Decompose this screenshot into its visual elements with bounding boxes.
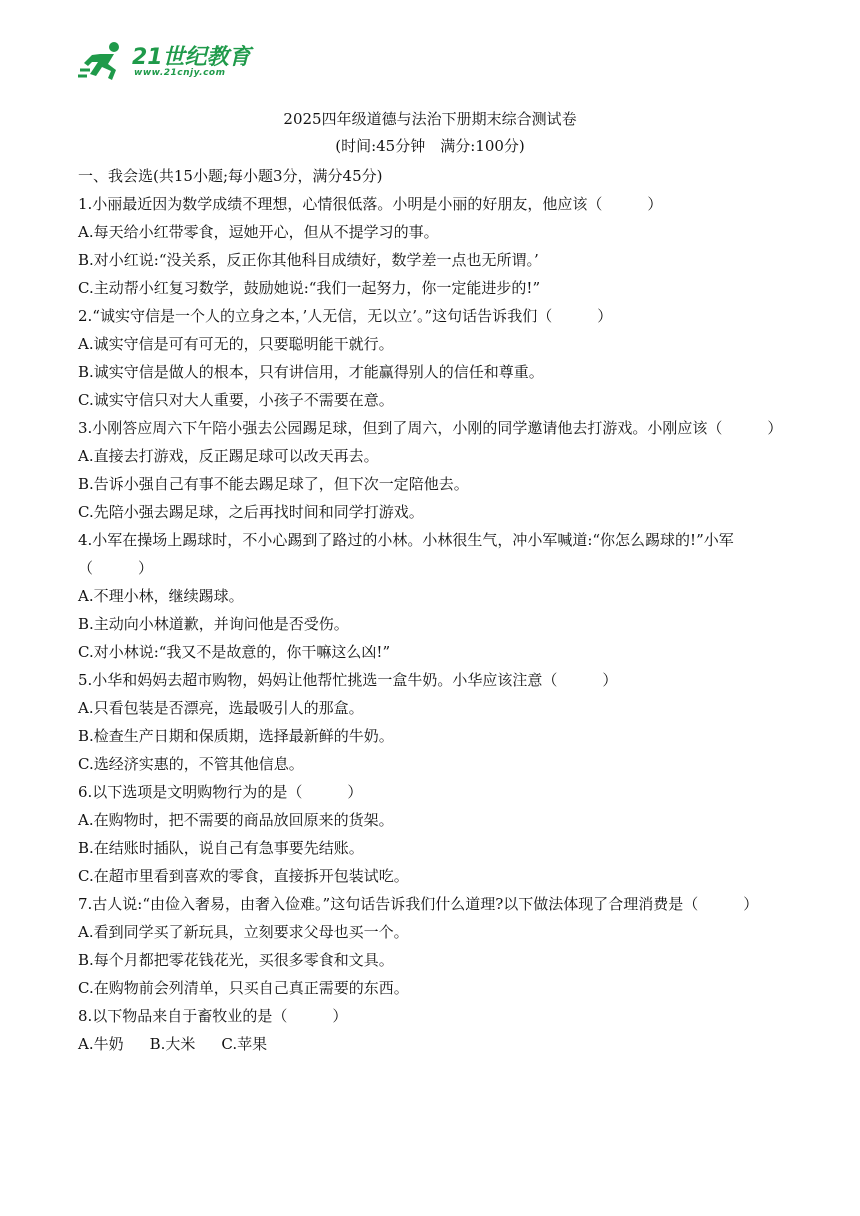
page-title: 2025四年级道德与法治下册期末综合测试卷 <box>283 110 577 128</box>
option-b: B.告诉小强自己有事不能去踢足球了，但下次一定陪他去。 <box>78 475 469 493</box>
option-c: C.诚实守信只对大人重要，小孩子不需要在意。 <box>78 391 394 409</box>
option-a: A.不理小林，继续踢球。 <box>78 587 244 605</box>
option-a: A.诚实守信是可有可无的，只要聪明能干就行。 <box>78 335 394 353</box>
option-a: A.每天给小红带零食，逗她开心，但从不提学习的事。 <box>78 223 439 241</box>
question-stem: 6.以下选项是文明购物行为的是（ ） <box>78 783 363 801</box>
option-b: B.对小红说:“没关系，反正你其他科目成绩好，数学差一点也无所谓。’ <box>78 251 539 269</box>
option-b: B.每个月都把零花钱花光，买很多零食和文具。 <box>78 951 394 969</box>
option-c: C.在超市里看到喜欢的零食，直接拆开包装试吃。 <box>78 867 409 885</box>
question-4 <box>78 526 788 666</box>
question-5 <box>78 666 788 778</box>
option-c: C.对小林说:“我又不是故意的，你干嘛这么凶!” <box>78 643 391 661</box>
question-stem: 1.小丽最近因为数学成绩不理想，心情很低落。小明是小丽的好朋友，他应该（ ） <box>78 195 663 213</box>
section-heading: 一、我会选(共15小题;每小题3分，满分45分) <box>78 167 383 185</box>
option-c: C.主动帮小红复习数学，鼓励她说:“我们一起努力，你一定能进步的!” <box>78 279 541 297</box>
option-b: B.在结账时插队，说自己有急事要先结账。 <box>78 839 364 857</box>
runner-icon <box>78 40 130 82</box>
option-c: C.苹果 <box>221 1035 268 1053</box>
option-a: A.牛奶 <box>78 1035 124 1053</box>
question-6 <box>78 778 788 890</box>
option-b: B.诚实守信是做人的根本，只有讲信用，才能赢得别人的信任和尊重。 <box>78 363 544 381</box>
option-c: C.选经济实惠的，不管其他信息。 <box>78 755 304 773</box>
page-subtitle: (时间:45分钟 满分:100分) <box>335 137 525 155</box>
question-7 <box>78 890 788 1002</box>
exam-content <box>78 162 788 1058</box>
question-stem: 3.小刚答应周六下午陪小强去公园踢足球，但到了周六，小刚的同学邀请他去打游戏。小刚应该（ ） <box>78 419 783 437</box>
option-c: C.在购物前会列清单，只买自己真正需要的东西。 <box>78 979 409 997</box>
question-stem: 4.小军在操场上踢球时，不小心踢到了路过的小林。小林很生气，冲小军喊道:“你怎么踢球的!”小军（ ） <box>78 531 734 577</box>
question-stem: 5.小华和妈妈去超市购物，妈妈让他帮忙挑选一盒牛奶。小华应该注意（ ） <box>78 671 618 689</box>
option-a: A.只看包装是否漂亮，选最吸引人的那盒。 <box>78 699 364 717</box>
inline-options <box>78 1030 788 1058</box>
question-2 <box>78 302 788 414</box>
question-stem: 8.以下物品来自于畜牧业的是（ ） <box>78 1007 348 1025</box>
option-a: A.直接去打游戏，反正踢足球可以改天再去。 <box>78 447 379 465</box>
option-a: A.看到同学买了新玩具，立刻要求父母也买一个。 <box>78 923 409 941</box>
logo <box>78 38 258 84</box>
option-a: A.在购物时，把不需要的商品放回原来的货架。 <box>78 811 394 829</box>
question-8 <box>78 1002 788 1058</box>
option-b: B.检查生产日期和保质期，选择最新鲜的牛奶。 <box>78 727 394 745</box>
option-c: C.先陪小强去踢足球，之后再找时间和同学打游戏。 <box>78 503 424 521</box>
question-3 <box>78 414 788 526</box>
question-stem: 7.古人说:“由俭入奢易，由奢入俭难。”这句话告诉我们什么道理?以下做法体现了合理消费是（ ） <box>78 895 759 913</box>
question-1 <box>78 190 788 302</box>
question-stem: 2.“诚实守信是一个人的立身之本，’人无信，无以立’。”这句话告诉我们（ ） <box>78 307 613 325</box>
logo-url: www.21cnjy.com <box>134 68 226 78</box>
option-b: B.大米 <box>149 1035 196 1053</box>
logo-text: 21世纪教育 <box>132 45 251 70</box>
option-b: B.主动向小林道歉，并询问他是否受伤。 <box>78 615 349 633</box>
